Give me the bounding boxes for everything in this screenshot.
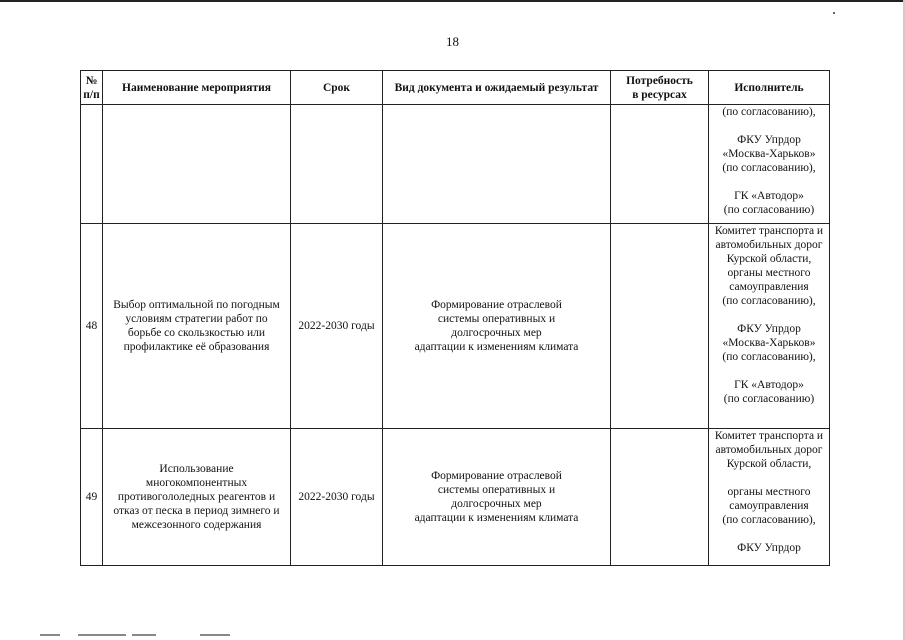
executor-line: (по согласованию), — [722, 351, 816, 363]
executor-line: (по согласованию), — [722, 162, 816, 174]
header-resources-line: в ресурсах — [632, 88, 687, 101]
row-document-line: системы оперативных и — [437, 313, 556, 325]
row-name-line: Использование — [159, 463, 234, 475]
row-document-line: системы оперативных и — [437, 484, 556, 496]
row-name-line: противогололедных реагентов и — [117, 491, 276, 503]
executor-line: (по согласованию) — [723, 393, 815, 405]
header-document: Вид документа и ожидаемый результат — [383, 71, 611, 105]
executor-line: самоуправления — [729, 500, 809, 512]
executor-line: ГК «Автодор» — [734, 190, 804, 202]
scan-mark — [200, 634, 230, 636]
executor-line — [711, 308, 827, 322]
executor-line: Комитет транспорта и — [714, 225, 824, 237]
measures-table — [80, 70, 830, 566]
executor-line — [711, 527, 827, 541]
header-number-line: № — [85, 74, 98, 87]
executor-line — [711, 471, 827, 485]
row-resources — [611, 224, 709, 429]
row-document-line: долгосрочных мер — [451, 327, 542, 339]
row-document-line: адаптации к изменениям климата — [414, 512, 579, 524]
row-resources — [611, 429, 709, 566]
executor-line — [711, 119, 827, 133]
header-name: Наименование мероприятия — [103, 71, 291, 105]
executor-line — [711, 175, 827, 189]
scan-top-edge — [0, 0, 905, 2]
row-executor — [709, 105, 830, 224]
row-name-line: многокомпонентных — [145, 477, 248, 489]
row-number: 48 — [81, 224, 103, 429]
row-name — [103, 224, 291, 429]
executor-line: ГК «Автодор» — [734, 379, 804, 391]
scan-mark — [40, 634, 60, 636]
row-term: 2022-2030 годы — [291, 224, 383, 429]
row-document-line: Формирование отраслевой — [431, 470, 562, 482]
row-name-line: отказ от песка в период зимнего и — [113, 505, 280, 517]
header-number — [81, 71, 103, 105]
executor-line: «Москва-Харьков» — [722, 148, 816, 160]
header-resources-line: Потребность — [626, 74, 693, 87]
row-document — [383, 429, 611, 566]
row-name-line: межсезонного содержания — [131, 519, 262, 531]
scan-mark — [132, 634, 156, 636]
page-number: 18 — [446, 34, 459, 49]
row-name — [103, 429, 291, 566]
header-term: Срок — [291, 71, 383, 105]
executor-line: автомобильных дорог — [715, 239, 823, 251]
row-document — [383, 105, 611, 224]
table-row — [81, 429, 830, 566]
header-executor: Исполнитель — [709, 71, 830, 105]
executor-line — [711, 364, 827, 378]
row-resources — [611, 105, 709, 224]
executor-line: «Москва-Харьков» — [722, 337, 816, 349]
executor-line: ФКУ Упрдор — [737, 134, 801, 146]
row-name-line: условиям стратегии работ по — [125, 313, 268, 325]
executor-line: органы местного — [727, 267, 811, 279]
row-executor — [709, 224, 830, 429]
executor-line: (по согласованию) — [723, 204, 815, 216]
executor-line: (по согласованию), — [722, 295, 816, 307]
row-executor — [709, 429, 830, 566]
row-term — [291, 105, 383, 224]
executor-line: ФКУ Упрдор — [737, 542, 801, 554]
executor-line: автомобильных дорог — [715, 444, 823, 456]
row-document-line: адаптации к изменениям климата — [414, 341, 579, 353]
row-document-line: долгосрочных мер — [451, 498, 542, 510]
row-name-line: борьбе со скользкостью или — [127, 327, 266, 339]
row-term: 2022-2030 годы — [291, 429, 383, 566]
table-row — [81, 105, 830, 224]
scan-mark — [78, 634, 126, 636]
row-name-line: профилактике её образования — [123, 341, 270, 353]
table-row — [81, 224, 830, 429]
executor-line: (по согласованию), — [722, 106, 816, 118]
executor-line: ФКУ Упрдор — [737, 323, 801, 335]
executor-line: (по согласованию), — [722, 514, 816, 526]
row-number: 49 — [81, 429, 103, 566]
row-name — [103, 105, 291, 224]
row-document — [383, 224, 611, 429]
executor-line: органы местного — [727, 486, 811, 498]
executor-line: самоуправления — [729, 281, 809, 293]
row-number — [81, 105, 103, 224]
row-document-line: Формирование отраслевой — [431, 299, 562, 311]
executor-line: Комитет транспорта и — [714, 430, 824, 442]
executor-line: Курской области, — [726, 253, 812, 265]
header-resources — [611, 71, 709, 105]
scan-footer-marks — [40, 634, 340, 637]
header-number-line: п/п — [83, 88, 100, 101]
executor-line: Курской области, — [726, 458, 812, 470]
row-name-line: Выбор оптимальной по погодным — [113, 299, 280, 311]
scan-speck — [833, 12, 835, 14]
table-header-row — [81, 71, 830, 105]
